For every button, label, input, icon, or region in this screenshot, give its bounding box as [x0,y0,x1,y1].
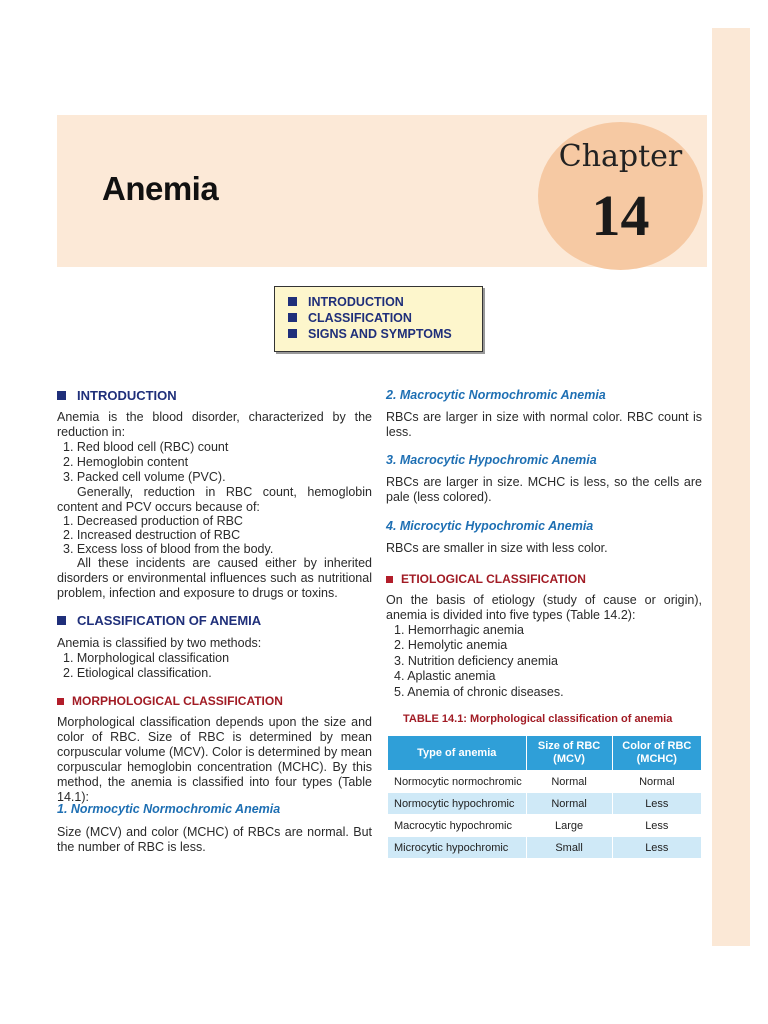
anemia-type-heading: 1. Normocytic Normochromic Anemia [57,802,281,816]
chapter-contents-box [274,286,483,352]
bullet-square-icon [288,313,297,322]
contents-item: INTRODUCTION [288,295,404,309]
list-item: 2. Etiological classification. [63,666,212,680]
anemia-type-text: RBCs are larger in size. MCHC is less, so the cells are pale (less colored). [386,475,702,504]
list-item: 2. Hemoglobin content [63,455,189,469]
section-heading-introduction: INTRODUCTION [57,388,177,403]
table-header: Type of anemia [388,736,527,771]
list-item: 1. Red blood cell (RBC) count [63,440,229,454]
bullet-square-icon [57,698,64,705]
anemia-type-text: Size (MCV) and color (MCHC) of RBCs are normal. But the number of RBC is less. [57,825,372,854]
table-cell: Microcytic hypochromic [388,837,527,859]
morphological-classification-table [387,735,702,859]
intro-paragraph: Anemia is the blood disorder, characterized by the reduction in: [57,410,372,439]
list-item: 1. Morphological classification [63,651,230,665]
chapter-title: Anemia [102,170,219,207]
table-caption: TABLE 14.1: Morphological classification of anemia [403,713,673,725]
table-row [388,815,702,837]
table-cell: Large [526,815,612,837]
anemia-type-heading: 3. Macrocytic Hypochromic Anemia [386,453,597,467]
classification-paragraph: Anemia is classified by two methods: [57,636,262,650]
list-item: 2. Hemolytic anemia [394,638,508,652]
list-item: 1. Decreased production of RBC [63,514,243,528]
intro-paragraph: Generally, reduction in RBC count, hemoglobin content and PCV occurs because of: [57,485,372,514]
table-header: Color of RBC (MCHC) [612,736,701,771]
table-cell: Less [612,837,701,859]
table-header: Size of RBC (MCV) [526,736,612,771]
subsection-heading-etiological: ETIOLOGICAL CLASSIFICATION [386,572,586,586]
list-item: 2. Increased destruction of RBC [63,528,241,542]
table-cell: Less [612,815,701,837]
table-cell: Less [612,793,701,815]
chapter-number: 14 [591,183,650,248]
morphological-paragraph: Morphological classification depends upon the size and color of RBC. Size of RBC is determined by mean corpuscular volume (MCV). Color is determined by mean corpuscular hemoglobin concentration (MCHC). By this method, the anemia is classified into four types (Table 14.1): [57,715,372,804]
bullet-square-icon [288,329,297,338]
table-cell: Normocytic normochromic [388,771,527,793]
contents-item: CLASSIFICATION [288,311,412,325]
bullet-square-icon [288,297,297,306]
contents-item: SIGNS AND SYMPTOMS [288,327,452,341]
intro-paragraph: All these incidents are caused either by inherited disorders or environmental influences such as nutritional problem, infection and exposure to drugs or toxins. [57,556,372,600]
table-cell: Small [526,837,612,859]
subsection-heading-morphological: MORPHOLOGICAL CLASSIFICATION [57,694,283,708]
anemia-type-text: RBCs are smaller in size with less color. [386,541,608,555]
bullet-square-icon [57,616,66,625]
table-row [388,837,702,859]
table-cell: Macrocytic hypochromic [388,815,527,837]
table-cell: Normal [526,771,612,793]
table-row [388,793,702,815]
etiological-paragraph: On the basis of etiology (study of cause or origin), anemia is divided into five types (Table 14.2): [386,593,702,622]
anemia-type-heading: 4. Microcytic Hypochromic Anemia [386,519,594,533]
anemia-type-text: RBCs are larger in size with normal color. RBC count is less. [386,410,702,439]
list-item: 3. Nutrition deficiency anemia [394,654,558,668]
table-cell: Normocytic hypochromic [388,793,527,815]
table-cell: Normal [526,793,612,815]
list-item: 5. Anemia of chronic diseases. [394,685,564,699]
table-row [388,771,702,793]
list-item: 3. Excess loss of blood from the body. [63,542,274,556]
section-heading-classification: CLASSIFICATION OF ANEMIA [57,613,261,628]
bullet-square-icon [57,391,66,400]
table-cell: Normal [612,771,701,793]
chapter-label: Chapter [558,139,683,174]
list-item: 1. Hemorrhagic anemia [394,623,524,637]
anemia-type-heading: 2. Macrocytic Normochromic Anemia [386,388,606,402]
list-item: 3. Packed cell volume (PVC). [63,470,226,484]
list-item: 4. Aplastic anemia [394,669,496,683]
bullet-square-icon [386,576,393,583]
page-edge-strip [712,28,750,946]
